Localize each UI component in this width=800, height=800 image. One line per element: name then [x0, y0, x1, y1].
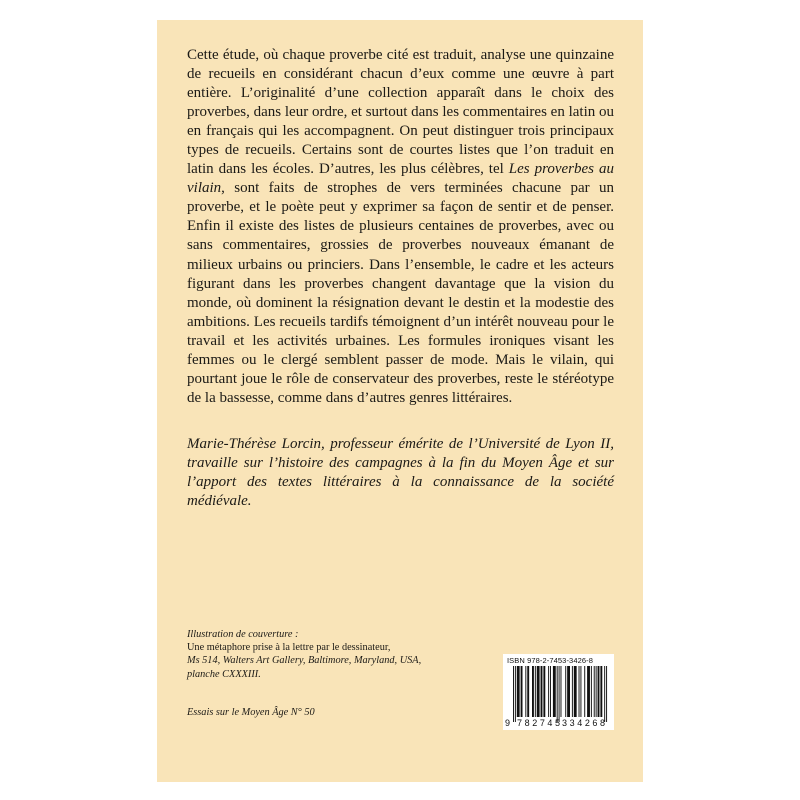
illustration-line-2: Ms 514, Walters Art Gallery, Baltimore, Maryland, USA,: [187, 655, 422, 667]
barcode-bar: [574, 666, 577, 717]
barcode-digits-left: 782745: [517, 718, 563, 728]
barcode-digits-right: 334268: [562, 718, 608, 728]
barcode-bar: [515, 666, 516, 722]
barcode-bar: [580, 666, 581, 717]
barcode-bar: [521, 666, 523, 717]
barcode-bar: [557, 666, 558, 722]
barcode-bar: [553, 666, 556, 717]
author-bio: Marie-Thérèse Lorcin, professeur émérite de l’Université de Lyon II, travaille sur l’histoire des campagnes à la fin du Moyen Âge et sur l’apport des textes littéraires à la connaissance de la société médiévale.: [187, 436, 614, 510]
summary-text: Cette étude, où chaque proverbe cité est traduit, analyse une quinzaine de recueils en considérant chacun d’eux comme une œuvre à part entière. L’originalité d’une collection apparaît dans le choix des proverbes, dans leur ordre, et surtout dans les commentaires en latin ou en français qui les accompagnent. On peut distinguer trois principaux types de recueils. Certains sont de courtes listes que l’on traduit en latin dans les écoles. D’autres, les plus célèbres, tel Les proverbes au vilain, sont faits de strophes de vers terminées chacune par un proverbe, et le poète peut y exprimer sa façon de sentir et de penser. Enfin il existe des listes de plusieurs centaines de proverbes, avec ou sans commentaires, grossies de proverbes nouveaux émanant de milieux urbains ou princiers. Dans l’ensemble, le cadre et les acteurs figurant dans les proverbes changent davantage que la vision du monde, où dominent la résignation devant le destin et la modestie des ambitions. Les recueils tardifs témoignent d’un intérêt nouveau pour le travail et les activités urbaines. Les formules ironiques visant les femmes ou le clergé semblent passer de mode. Mais le vilain, qui pourtant joue le rôle de conservateur des proverbes, reste le stéréotype de la bassesse, comme dans d’autres genres littéraires.: [187, 47, 614, 406]
barcode-bar: [548, 666, 549, 717]
barcode-bar: [594, 666, 595, 717]
illustration-credit: [187, 628, 457, 681]
barcode-bar: [527, 666, 529, 717]
illustration-line-3: planche CXXXIII.: [187, 668, 261, 680]
barcode-bar: [513, 666, 514, 722]
barcode-bar: [559, 666, 560, 722]
barcode-bar: [567, 666, 570, 717]
series-label: Essais sur le Moyen Âge N° 50: [187, 707, 315, 718]
barcode-bar: [537, 666, 540, 717]
barcode-bar: [579, 666, 580, 717]
barcode-bar: [541, 666, 543, 717]
barcode-bar: [525, 666, 526, 717]
barcode-bar: [535, 666, 536, 717]
barcode-bar: [600, 666, 602, 717]
barcode-bar: [584, 666, 585, 717]
isbn-label: ISBN 978-2-7453-3426-8: [507, 656, 594, 665]
barcode-bar: [550, 666, 551, 717]
barcode-bar: [561, 666, 562, 717]
barcode-bar: [604, 666, 605, 722]
barcode-bar: [517, 666, 520, 717]
barcode-bar: [596, 666, 597, 717]
barcode-bar: [591, 666, 592, 717]
barcode-bar: [587, 666, 590, 717]
barcode-bar: [572, 666, 573, 717]
illustration-heading: Illustration de couverture :: [187, 629, 299, 640]
book-title-reference: Les proverbes au vilain: [187, 161, 614, 197]
barcode-bar: [606, 666, 607, 722]
barcode-bar: [543, 666, 545, 717]
barcode-digit-first: 9: [505, 718, 511, 728]
barcode-bar: [565, 666, 566, 717]
illustration-line-1: Une métaphore prise à la lettre par le dessinateur,: [187, 642, 391, 654]
barcode-bar: [532, 666, 534, 717]
barcode: [503, 654, 614, 730]
barcode-bar: [598, 666, 600, 717]
